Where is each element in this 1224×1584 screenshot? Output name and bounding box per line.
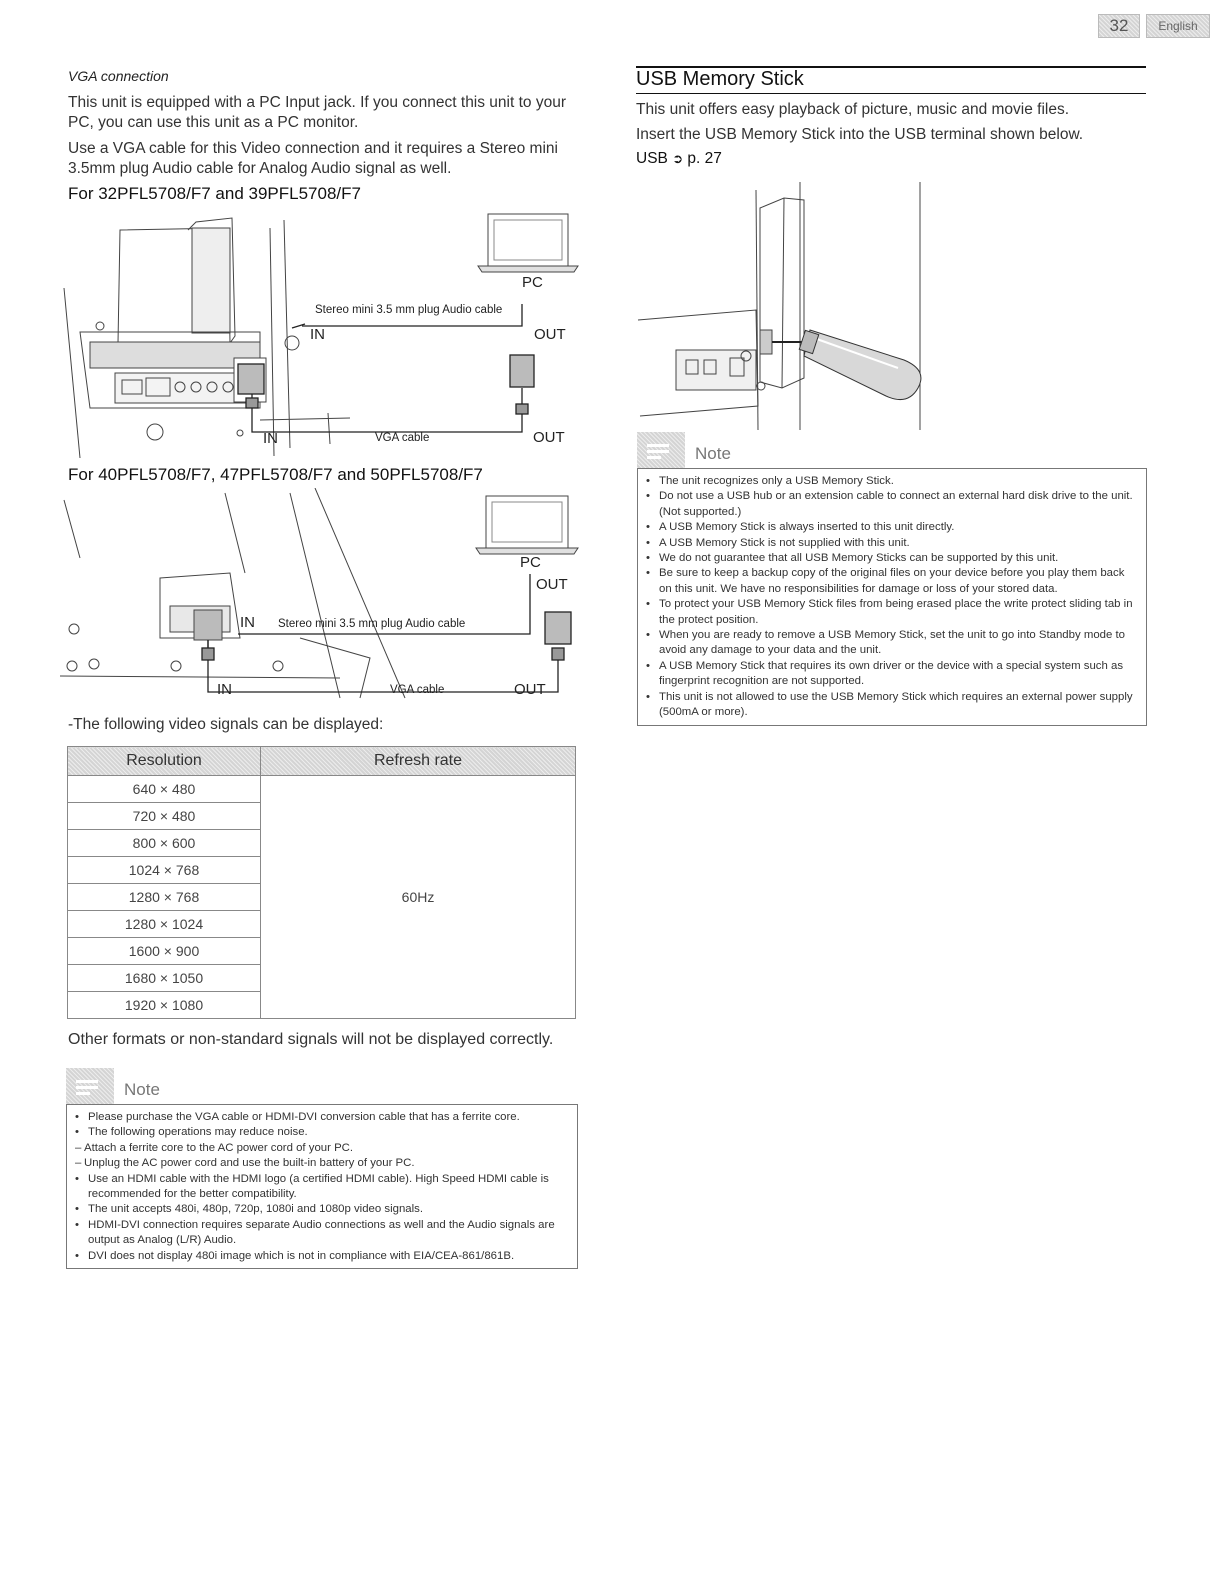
language-label: English [1158, 19, 1198, 33]
diagram2-heading: For 40PFL5708/F7, 47PFL5708/F7 and 50PFL5708/F7 [68, 465, 483, 484]
after-table-text: Other formats or non-standard signals will not be displayed correctly. [68, 1031, 554, 1048]
note-item: • The following operations may reduce noise. [75, 1125, 569, 1140]
pc-laptop-2 [476, 496, 578, 554]
usb-insert-diagram [636, 180, 936, 430]
diagram2-audio-out-label: OUT [536, 576, 568, 593]
note-subitem: – Unplug the AC power cord and use the built-in battery of your PC. [75, 1156, 569, 1171]
title-underline [636, 93, 1146, 94]
usb-ref-label: USB [636, 150, 668, 167]
diagram2-audio-cable-label: Stereo mini 3.5 mm plug Audio cable [278, 618, 466, 630]
note-header [66, 1068, 578, 1104]
resolution-cell: 720 × 480 [68, 803, 261, 830]
diagram2-pc-label: PC [520, 554, 541, 571]
tv-back-illustration-large [60, 488, 580, 710]
title-rule [636, 66, 1146, 68]
note-item: • Use an HDMI cable with the HDMI logo (a certified HDMI cable). High Speed HDMI cable is recommended for the better compatibility. [75, 1172, 569, 1203]
diagram2-vga-cable-label: VGA cable [390, 684, 445, 696]
diagram2-audio-in-label: IN [240, 614, 255, 631]
note-title: Note [124, 1080, 160, 1099]
refresh-rate-header: Refresh rate [261, 747, 576, 776]
note-subitem: – Attach a ferrite core to the AC power cord of your PC. [75, 1141, 569, 1156]
usb-page-reference [636, 150, 722, 168]
pc-laptop [478, 214, 578, 272]
usb-port-illustration [636, 180, 936, 430]
note-icon [66, 1068, 114, 1104]
usb-paragraph-2: Insert the USB Memory Stick into the USB terminal shown below. [636, 126, 1084, 143]
diagram1-pc-label: PC [522, 274, 543, 291]
diagram1-audio-out-label: OUT [534, 326, 566, 343]
diagram1-vga-out-label: OUT [533, 429, 565, 446]
resolution-header: Resolution [68, 747, 261, 776]
usb-section-title: USB Memory Stick [636, 68, 804, 90]
note-item: • This unit is not allowed to use the USB Memory Stick which requires an external power supply (500mA or more). [646, 690, 1138, 721]
note-item: • The unit recognizes only a USB Memory Stick. [646, 474, 1138, 489]
note-box [637, 468, 1147, 726]
signals-intro: -The following video signals can be displayed: [68, 716, 384, 733]
note-title: Note [695, 444, 731, 463]
note-item: • When you are ready to remove a USB Memory Stick, set the unit to go into Standby mode to avoid any damage to your data and the unit. [646, 628, 1138, 659]
resolution-cell: 1280 × 1024 [68, 911, 261, 938]
diagram-32-39-connection [60, 208, 580, 458]
vga-intro-paragraph-1: This unit is equipped with a PC Input jack. If you connect this unit to your PC, you can use this unit as a PC monitor. [68, 94, 566, 131]
note-item: • Please purchase the VGA cable or HDMI-DVI conversion cable that has a ferrite core. [75, 1110, 569, 1125]
refresh-rate-cell: 60Hz [261, 776, 576, 1019]
resolution-cell: 1680 × 1050 [68, 965, 261, 992]
note-icon [637, 432, 685, 468]
note-header [637, 432, 1147, 468]
arrow-icon: ➲ [672, 151, 684, 166]
vga-intro-paragraph-2: Use a VGA cable for this Video connection and it requires a Stereo mini 3.5mm plug Audio cable for Analog Audio signal as well. [68, 140, 558, 177]
note-item: • A USB Memory Stick that requires its own driver or the device with a special system such as fingerprint recognition are not supported. [646, 659, 1138, 690]
usb-stick [799, 330, 921, 400]
diagram1-audio-cable-label: Stereo mini 3.5 mm plug Audio cable [315, 304, 503, 316]
note-item: • Do not use a USB hub or an extension cable to connect an external hard disk drive to the unit. (Not supported.) [646, 489, 1138, 520]
usb-paragraph-1: This unit offers easy playback of picture, music and movie files. [636, 101, 1070, 118]
resolution-table [67, 746, 576, 1019]
diagram2-vga-in-label: IN [217, 681, 232, 698]
vga-section-subtitle: VGA connection [68, 68, 169, 84]
diagram1-vga-in-label: IN [263, 430, 278, 447]
note-item: • DVI does not display 480i image which is not in compliance with EIA/CEA-861/861B. [75, 1249, 569, 1264]
language-badge [1146, 14, 1210, 38]
diagram1-vga-cable-label: VGA cable [375, 432, 430, 444]
resolution-cell: 640 × 480 [68, 776, 261, 803]
diagram2-vga-out-label: OUT [514, 681, 546, 698]
resolution-cell: 800 × 600 [68, 830, 261, 857]
right-note [637, 432, 1147, 726]
note-item: • A USB Memory Stick is always inserted to this unit directly. [646, 520, 1138, 535]
diagram1-heading: For 32PFL5708/F7 and 39PFL5708/F7 [68, 184, 361, 203]
resolution-cell: 1024 × 768 [68, 857, 261, 884]
note-box [66, 1104, 578, 1269]
note-item: • To protect your USB Memory Stick files from being erased place the write protect sliding tab in the protect position. [646, 597, 1138, 628]
note-item: • HDMI-DVI connection requires separate Audio connections as well and the Audio signals are output as Analog (L/R) Audio. [75, 1218, 569, 1249]
page-number-badge [1098, 14, 1140, 38]
left-note [66, 1068, 578, 1269]
note-item: • The unit accepts 480i, 480p, 720p, 1080i and 1080p video signals. [75, 1202, 569, 1217]
page-number: 32 [1109, 16, 1129, 35]
table-row [68, 776, 576, 803]
diagram1-audio-in-label: IN [310, 326, 325, 343]
note-item: • A USB Memory Stick is not supplied with this unit. [646, 536, 1138, 551]
diagram-40-47-50-connection [60, 488, 580, 710]
resolution-cell: 1600 × 900 [68, 938, 261, 965]
note-item: • We do not guarantee that all USB Memory Sticks can be supported by this unit. [646, 551, 1138, 566]
usb-ref-page: p. 27 [687, 150, 722, 167]
resolution-cell: 1280 × 768 [68, 884, 261, 911]
resolution-cell: 1920 × 1080 [68, 992, 261, 1019]
note-item: • Be sure to keep a backup copy of the original files on your device before you play them back on this unit. We have no responsibilities for damage or loss of your stored data. [646, 566, 1138, 597]
